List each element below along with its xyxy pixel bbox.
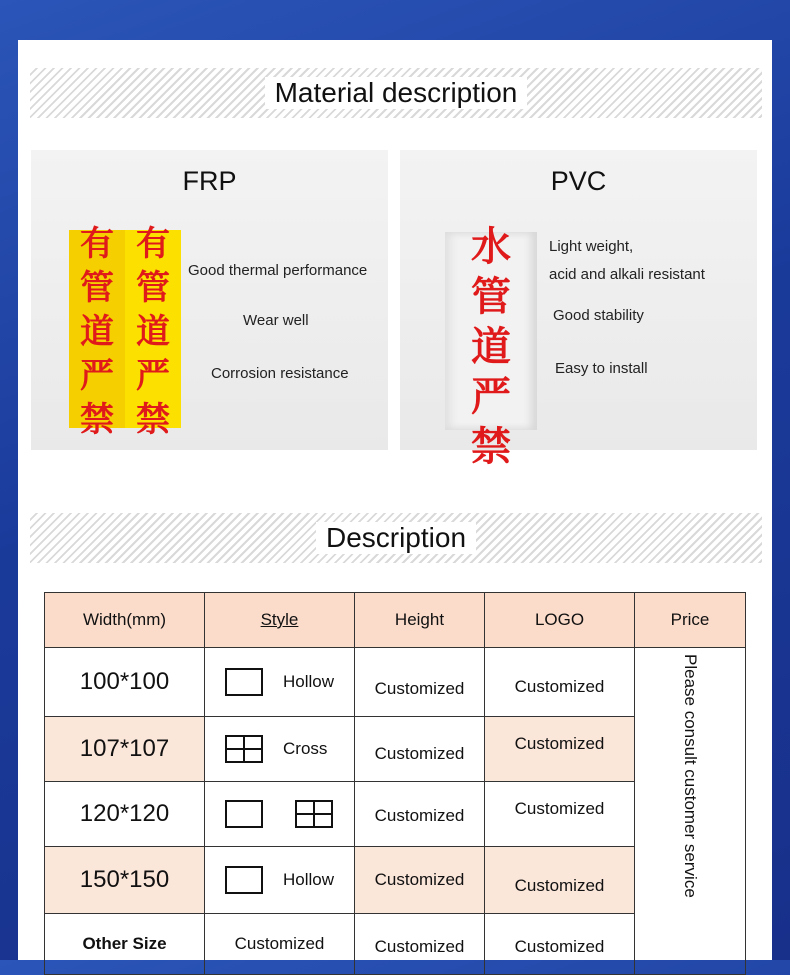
header-price: Price <box>635 593 746 648</box>
style-cell <box>205 782 355 847</box>
height-cell: Customized <box>355 847 485 914</box>
header-logo: LOGO <box>485 593 635 648</box>
style-cell <box>205 847 355 914</box>
logo-cell: Customized <box>485 914 635 975</box>
width-cell: 107*107 <box>45 717 205 782</box>
height-cell: Customized <box>355 648 485 717</box>
frp-post-image <box>69 224 181 440</box>
pvc-feature: acid and alkali resistant <box>549 266 705 283</box>
logo-cell: Customized <box>485 847 635 914</box>
price-note: Please consult customer service <box>681 654 700 898</box>
post-char: 禁 <box>136 400 170 440</box>
post-char: 管 <box>136 268 170 308</box>
pvc-feature: Light weight, <box>549 238 634 255</box>
content-panel <box>18 40 772 960</box>
frp-feature: Good thermal performance <box>188 262 368 279</box>
header-height: Height <box>355 593 485 648</box>
post-char: 严 <box>471 374 511 420</box>
width-cell: 150*150 <box>45 847 205 914</box>
section-title-material: Material description <box>265 77 528 109</box>
frp-title: FRP <box>182 166 237 196</box>
section-title-description: Description <box>316 522 476 554</box>
pvc-post-image <box>445 224 537 470</box>
post-char: 管 <box>80 268 114 308</box>
style-cell: Customized <box>205 914 355 975</box>
style-label: Cross <box>283 739 328 758</box>
post-char: 水 <box>471 224 511 270</box>
height-cell: Customized <box>355 782 485 847</box>
post-char: 有 <box>80 224 114 264</box>
hollow-square-icon <box>225 866 263 894</box>
post-char: 道 <box>471 324 511 370</box>
post-char: 管 <box>471 274 511 320</box>
logo-cell: Customized <box>485 648 635 717</box>
height-cell: Customized <box>355 717 485 782</box>
width-cell: 120*120 <box>45 782 205 847</box>
frp-card <box>31 150 388 450</box>
cross-square-icon <box>295 800 333 828</box>
post-char: 道 <box>80 312 114 352</box>
style-label: Hollow <box>283 672 335 691</box>
post-char: 禁 <box>471 424 511 470</box>
style-cell <box>205 648 355 717</box>
header-style <box>205 593 355 648</box>
pvc-feature: Good stability <box>553 307 644 324</box>
style-cell <box>205 717 355 782</box>
pvc-card <box>400 150 757 470</box>
header-style-label: Style <box>260 610 299 629</box>
style-label: Hollow <box>283 870 335 889</box>
section-header-description <box>30 513 762 563</box>
height-cell: Customized <box>355 914 485 975</box>
width-cell: Other Size <box>45 914 205 975</box>
pvc-title: PVC <box>550 166 607 196</box>
hollow-square-icon <box>225 668 263 696</box>
table-header-row <box>45 593 746 648</box>
frp-feature: Wear well <box>243 312 309 329</box>
post-char: 严 <box>80 356 114 396</box>
post-char: 严 <box>136 356 170 396</box>
logo-cell: Customized <box>485 782 635 847</box>
price-cell <box>635 648 746 975</box>
cross-square-icon <box>225 735 263 763</box>
header-width: Width(mm) <box>45 593 205 648</box>
post-char: 禁 <box>80 400 114 440</box>
hollow-square-icon <box>225 800 263 828</box>
width-cell: 100*100 <box>45 648 205 717</box>
frp-feature: Corrosion resistance <box>211 365 349 382</box>
section-header-material <box>30 68 762 118</box>
spec-table <box>44 592 746 975</box>
table-row <box>45 648 746 717</box>
pvc-feature: Easy to install <box>555 360 648 377</box>
post-char: 有 <box>136 224 170 264</box>
post-char: 道 <box>136 312 170 352</box>
logo-cell: Customized <box>485 717 635 782</box>
